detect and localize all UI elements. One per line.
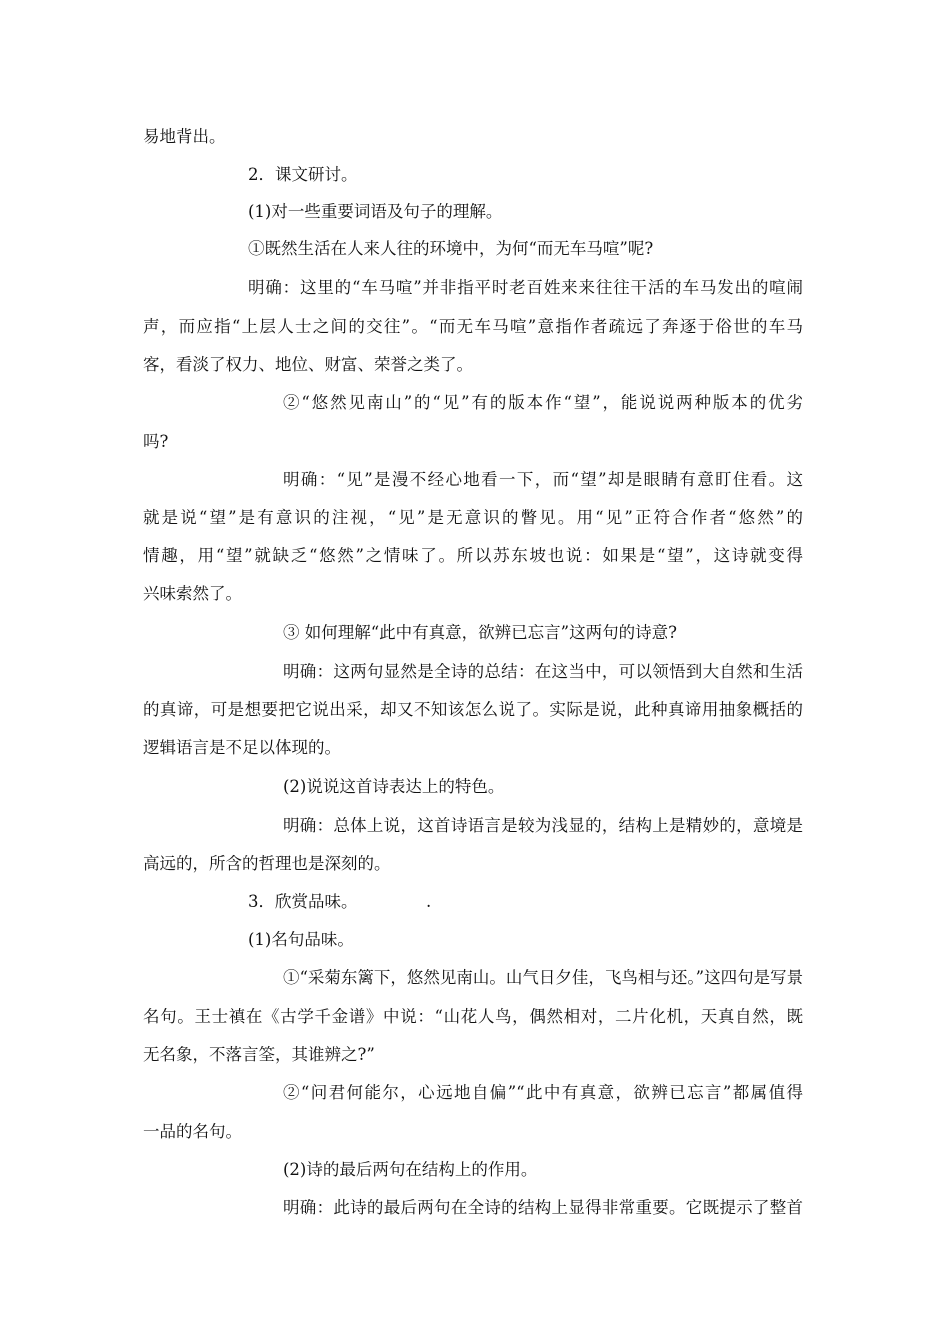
text-line: 情趣，用“望”就缺乏“悠然”之情味了。所以苏东坡也说：如果是“望”，这诗就变得 [143, 546, 803, 565]
text-line: 明确：这两句显然是全诗的总结：在这当中，可以领悟到大自然和生活 [283, 662, 803, 681]
text-line: 一品的名句。 [143, 1122, 242, 1141]
text-line: 高远的，所含的哲理也是深刻的。 [143, 854, 391, 873]
text-line: 明确：“见”是漫不经心地看一下，而“望”却是眼睛有意盯住看。这 [283, 470, 803, 489]
section-heading: 2．课文研讨。 [248, 165, 358, 184]
text-line: 无名象，不落言筌，其谁辨之?” [143, 1045, 375, 1064]
question-line: ②“悠然见南山”的“见”有的版本作“望”，能说说两种版本的优劣 [283, 393, 803, 412]
text-line: 兴味索然了。 [143, 584, 242, 603]
subsection-heading: (2)诗的最后两句在结构上的作用。 [283, 1160, 538, 1179]
subsection-heading: (1)对一些重要词语及句子的理解。 [248, 202, 503, 221]
text-line: 吗? [143, 432, 169, 451]
text-line: 名句。王士禛在《古学千金谱》中说：“山花人鸟，偶然相对，二片化机，天真自然，既 [143, 1007, 803, 1026]
question-line: ①既然生活在人来人往的环境中，为何“而无车马喧”呢? [248, 239, 654, 258]
text-line: 易地背出。 [143, 127, 226, 146]
stray-dot: . [426, 892, 432, 911]
text-line: ①“采菊东篱下，悠然见南山。山气日夕佳，飞鸟相与还。”这四句是写景 [283, 968, 804, 987]
text-line: 逻辑语言是不足以体现的。 [143, 738, 341, 757]
subsection-heading: (2)说说这首诗表达上的特色。 [283, 777, 505, 796]
text-line: 明确：此诗的最后两句在全诗的结构上显得非常重要。它既提示了整首 [283, 1198, 803, 1217]
section-heading: 3．欣赏品味。 [248, 892, 358, 911]
text-line: 声，而应指“上层人士之间的交往”。“而无车马喧”意指作者疏远了奔逐于俗世的车马 [143, 317, 803, 336]
subsection-heading: (1)名句品味。 [248, 930, 354, 949]
question-line: ③ 如何理解“此中有真意，欲辨已忘言”这两句的诗意? [283, 623, 677, 642]
text-line: 就是说“望”是有意识的注视，“见”是无意识的瞥见。用“见”正符合作者“悠然”的 [143, 508, 803, 527]
text-line: 明确：这里的“车马喧”并非指平时老百姓来来往往干活的车马发出的喧闹 [248, 278, 803, 297]
text-line: ②“问君何能尔，心远地自偏”“此中有真意，欲辨已忘言”都属值得 [283, 1083, 803, 1102]
text-line: 明确：总体上说，这首诗语言是较为浅显的，结构上是精妙的，意境是 [283, 816, 803, 835]
text-line: 客，看淡了权力、地位、财富、荣誉之类了。 [143, 355, 473, 374]
text-line: 的真谛，可是想要把它说出采，却又不知该怎么说了。实际是说，此种真谛用抽象概括的 [143, 700, 803, 719]
